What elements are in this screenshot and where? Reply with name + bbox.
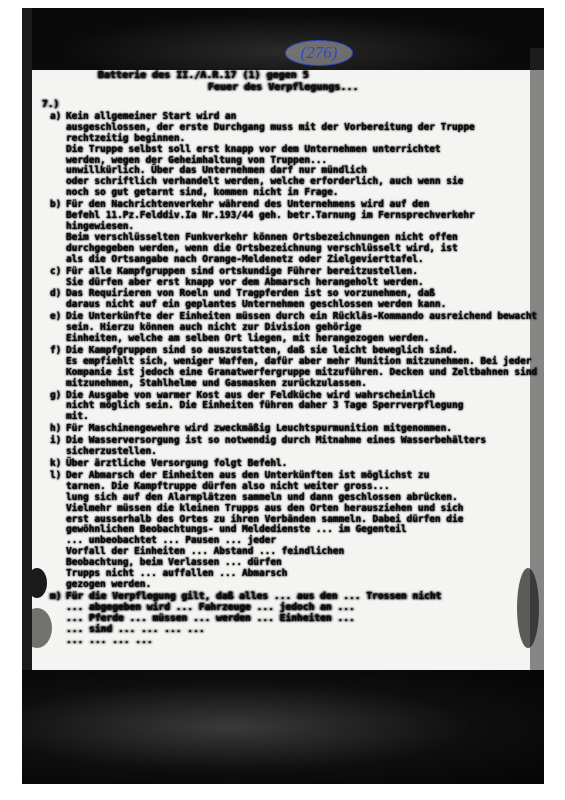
document-sheet	[22, 8, 544, 784]
item-text: Kein allgemeiner Start wird an ausgeschlossen, der erste Durchgang muss mit der Vorbereitung der Truppe rechtzeitig beginnen. Die Truppe selbst soll erst knapp vor dem Unternehmen unterrichtet werden, wegen der Geheimhaltung von Truppen... unwillkürlich. Über das Unternehmen darf nur mündlich oder schriftlich verhandelt werden, welche erforderlich, auch wenn sie noch so gut getarnt sind, kommen nicht in Frage.	[66, 110, 475, 199]
scan-noise-top	[22, 8, 544, 70]
item-label: f)	[50, 344, 62, 356]
item-text: Das Requirieren von Roeln und Tragpferden ist so vorzunehmen, daß daraus nicht auf ein geplantes Unternehmen geschlossen werden kann.	[66, 288, 447, 311]
item-label: a)	[50, 110, 62, 122]
item-text: Der Abmarsch der Einheiten aus den Unterkünften ist möglichst zu tarnen. Die Kampftruppe dürfen also nicht weiter gross... lung sich auf den Alarmplätzen sammeln und dann geschlossen abrücken. Vielmehr müssen die kleinen Trupps aus den Orten herausziehen und sich erst ausserhalb des Ortes zu ihren Verbänden sammeln. Dabei dürfen die gewöhnlichen Beobachtungs- und Meldedienste ... im Gegenteil ... unbeobachtet ... Pausen ... jeder Vorfall der Einheiten ... Abstand ... feindlichen Beobachtung, beim Verlassen ... dürfen Trupps nicht ... auffallen ... Abmarsch gezogen werden.	[66, 469, 464, 590]
item-label: c)	[50, 265, 62, 277]
list-item	[42, 289, 540, 311]
list-item	[42, 267, 540, 289]
list-item	[42, 436, 540, 458]
page-number-stamp: (276)	[285, 40, 353, 66]
list-item	[42, 200, 540, 265]
list-item	[42, 346, 540, 390]
list-item	[42, 424, 540, 435]
item-text: Für den Nachrichtenverkehr während des Unternehmens wird auf den Befehl 11.Pz.Felddiv.Ia Nr.193/44 geh. betr.Tarnung im Fernsprechverkehr hingewiesen. Beim verschlüsselten Funkverkehr können Ortsbezeichnungen nicht offen durchgegeben werden, wenn die Ortsbezeichnung verschlüsselt wird, ist als die Ortsangabe nach Orange-Meldenetz oder Zielgevierttafel.	[66, 199, 475, 265]
item-label: i)	[50, 435, 62, 447]
scan-noise-left	[22, 8, 32, 784]
item-label: b)	[50, 199, 62, 211]
list-item	[42, 312, 540, 345]
item-text: Für alle Kampfgruppen sind ortskundige Führer bereitzustellen. Sie dürfen aber erst knapp vor dem Abmarsch herangeholt werden.	[66, 265, 424, 288]
item-text: Für die Verpflegung gilt, daß alles ... aus den ... Trossen nicht ... abgegeben wird ... Fahrzeuge ... jedoch an ... ... Pferde ... müssen ... werden ... Einheiten ... ... sind ... ... ... ... ... ... ... ...	[66, 590, 442, 646]
item-label: m)	[50, 590, 62, 602]
section-number: 7.)	[42, 99, 60, 110]
item-text: Über ärztliche Versorgung folgt Befehl.	[66, 458, 288, 469]
item-label: k)	[50, 458, 62, 469]
item-label: e)	[50, 311, 62, 323]
list-item	[42, 471, 540, 591]
item-label: d)	[50, 288, 62, 300]
document-body	[42, 100, 540, 646]
list-item	[42, 112, 540, 199]
list-item	[42, 391, 540, 424]
item-text: Für Maschinengewehre wird zweckmäßig Leuchtspurmunition mitgenommen.	[66, 423, 452, 435]
list-item	[42, 459, 540, 470]
header-line-2: Feuer des Verpflegungs...	[208, 82, 359, 93]
item-label: g)	[50, 389, 62, 401]
header-line-1: Batterie des II./A.R.17 (1) gegen 5	[98, 70, 309, 81]
scan-noise-bottom	[22, 670, 544, 784]
item-text: Die Unterkünfte der Einheiten müssen durch ein Rückläs-Kommando ausreichend bewacht sein. Hierzu können auch nicht zur Division gehörige Einheiten, welche am selben Ort liegen, mit herangezogen werden.	[66, 311, 538, 345]
item-text: Die Kampfgruppen sind so auszustatten, daß sie leicht beweglich sind. Es empfiehlt sich, weniger Waffen, dafür aber mehr Munition mitzunehmen. Bei jeder Kompanie ist jedoch eine Granatwerfergruppe mitzuführen. Decken und Zeltbahnen sind mitzunehmen, Stahlhelme und Gasmasken zurückzulassen.	[66, 344, 538, 389]
item-label: h)	[50, 423, 62, 435]
item-label: l)	[50, 469, 62, 481]
item-text: Die Ausgabe von warmer Kost aus der Feldküche wird wahrscheinlich nicht möglich sein. Die Einheiten führen daher 3 Tage Sperrverpflegung mit.	[66, 389, 464, 423]
document-header	[68, 70, 538, 94]
item-text: Die Wasserversorgung ist so notwendig durch Mitnahme eines Wasserbehälters sicherzustellen.	[66, 435, 492, 458]
list-item	[42, 592, 540, 647]
section-heading	[42, 100, 540, 111]
